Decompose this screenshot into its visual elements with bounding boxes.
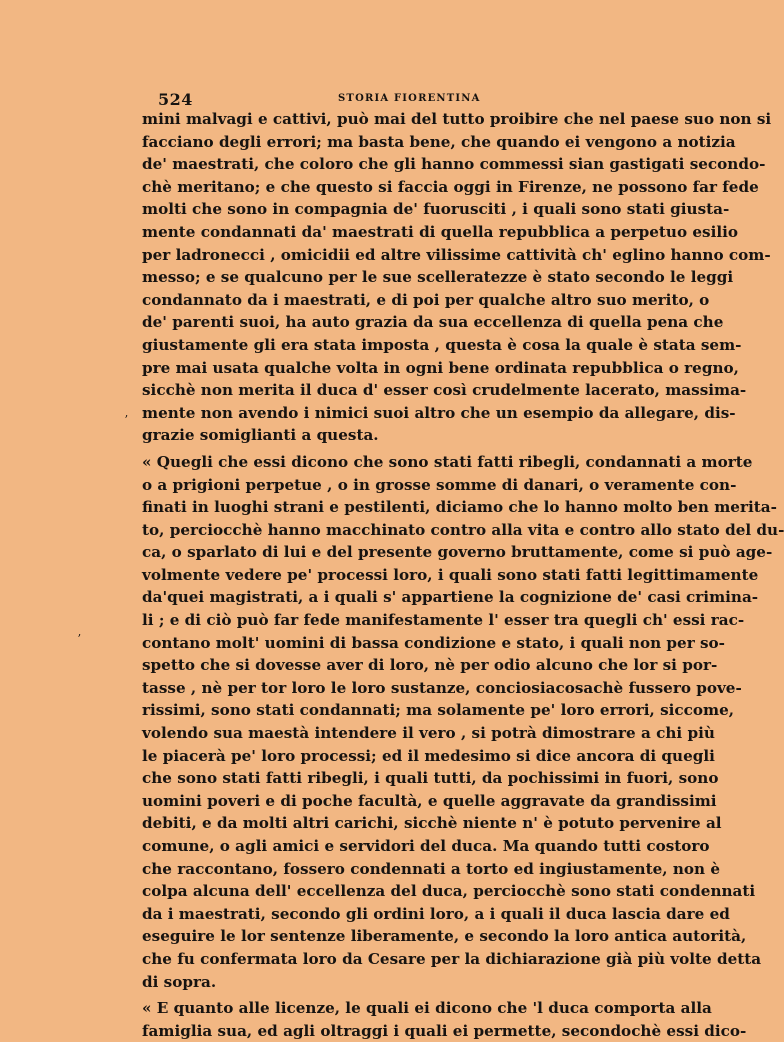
text-line: uomini poveri e di poche facultà, e quelle aggravate da grandissimi: [142, 791, 717, 810]
paragraph: [142, 997, 747, 1042]
text-line: debiti, e da molti altri carichi, sicchè niente n' è potuto pervenire al: [142, 814, 722, 833]
text-line: contano molt' uomini di bassa condizione e stato, i quali non per so-: [142, 633, 725, 652]
text-line: per ladronecci , omicidii ed altre vilissime cattività ch' eglino hanno com-: [142, 245, 771, 264]
margin-mark: ʼ: [77, 632, 81, 646]
text-line: o a prigioni perpetue , o in grosse somme di danari, o veramente con-: [142, 475, 737, 494]
text-line: grazie somiglianti a questa.: [142, 426, 379, 445]
text-line: molti che sono in compagnia de' fuorusciti , i quali sono stati giusta-: [142, 200, 730, 219]
text-line: mini malvagi e cattivi, può mai del tutto proibire che nel paese suo non si: [142, 110, 772, 128]
text-line: da i maestrati, secondo gli ordini loro, a i quali il duca lascia dare ed: [142, 904, 730, 923]
text-line: « E quanto alle licenze, le quali ei dicono che 'l duca comporta alla: [142, 999, 712, 1018]
text-line: le piacerà pe' loro processi; ed il medesimo si dice ancora di quegli: [142, 746, 715, 765]
text-line: sicchè non merita il duca d' esser così crudelmente lacerato, massima-: [142, 381, 747, 400]
margin-mark: ʼ: [124, 413, 128, 427]
text-line: condannato da i maestrati, e di poi per qualche altro suo merito, o: [142, 290, 710, 309]
paragraph: [142, 108, 772, 447]
text-line: ca, o sparlato di lui e del presente governo bruttamente, come si può age-: [142, 543, 773, 562]
text-line: tasse , nè per tor loro le loro sustanze, conciosiacosachè fussero pove-: [142, 678, 742, 697]
text-line: facciano degli errori; ma basta bene, che quando ei vengono a notizia: [142, 132, 736, 151]
text-line: mente condannati da' maestrati di quella repubblica a perpetuo esilio: [142, 222, 739, 241]
text-line: che raccontano, fossero condennati a torto ed ingiustamente, non è: [142, 859, 721, 878]
paragraph: [142, 451, 784, 993]
body-text: [142, 108, 784, 1042]
text-line: da'quei magistrati, a i quali s' appartiene la cognizione de' casi crimina-: [142, 588, 759, 607]
text-line: spetto che si dovesse aver di loro, nè per odio alcuno che lor si por-: [142, 656, 718, 675]
text-line: messo; e se qualcuno per le sue scelleratezze è stato secondo le leggi: [142, 268, 734, 287]
text-line: colpa alcuna dell' eccellenza del duca, perciocchè sono stati condennati: [142, 882, 756, 901]
text-line: pre mai usata qualche volta in ogni bene ordinata repubblica o regno,: [142, 358, 739, 377]
page-number: 524: [158, 90, 193, 109]
text-line: li ; e di ciò può far fede manifestamente l' esser tra quegli ch' essi rac-: [142, 611, 745, 630]
text-line: di sopra.: [142, 972, 217, 991]
text-line: eseguire le lor sentenze liberamente, e secondo la loro antica autorità,: [142, 927, 747, 946]
text-line: rissimi, sono stati condannati; ma solamente pe' loro errori, siccome,: [142, 701, 735, 720]
text-line: comune, o agli amici e servidori del duca. Ma quando tutti costoro: [142, 837, 710, 855]
text-line: finati in luoghi strani e pestilenti, diciamo che lo hanno molto ben merita-: [142, 498, 777, 517]
text-line: volendo sua maestà intendere il vero , si potrà dimostrare a chi più: [142, 724, 715, 743]
text-line: chè meritano; e che questo si faccia oggi in Firenze, ne possono far fede: [142, 177, 759, 196]
text-line: de' maestrati, che coloro che gli hanno commessi sian gastigati secondo-: [142, 155, 766, 174]
text-line: che fu confermata loro da Cesare per la dichiarazione già più volte detta: [142, 949, 762, 968]
text-line: « Quegli che essi dicono che sono stati fatti ribegli, condannati a morte: [142, 452, 753, 471]
text-line: giustamente gli era stata imposta , questa è cosa la quale è stata sem-: [142, 335, 742, 354]
running-title: STORIA FIORENTINA: [338, 93, 481, 104]
text-line: to, perciocchè hanno macchinato contro alla vita e contro allo stato del du-: [142, 520, 784, 539]
text-line: che sono stati fatti ribegli, i quali tutti, da pochissimi in fuori, sono: [142, 769, 719, 788]
text-line: mente non avendo i nimici suoi altro che un esempio da allegare, dis-: [142, 403, 736, 422]
text-line: volmente vedere pe' processi loro, i quali sono stati fatti legittimamente: [142, 565, 759, 584]
text-line: de' parenti suoi, ha auto grazia da sua eccellenza di quella pena che: [142, 313, 724, 332]
text-line: famiglia sua, ed agli oltraggi i quali ei permette, secondochè essi dico-: [142, 1021, 747, 1040]
